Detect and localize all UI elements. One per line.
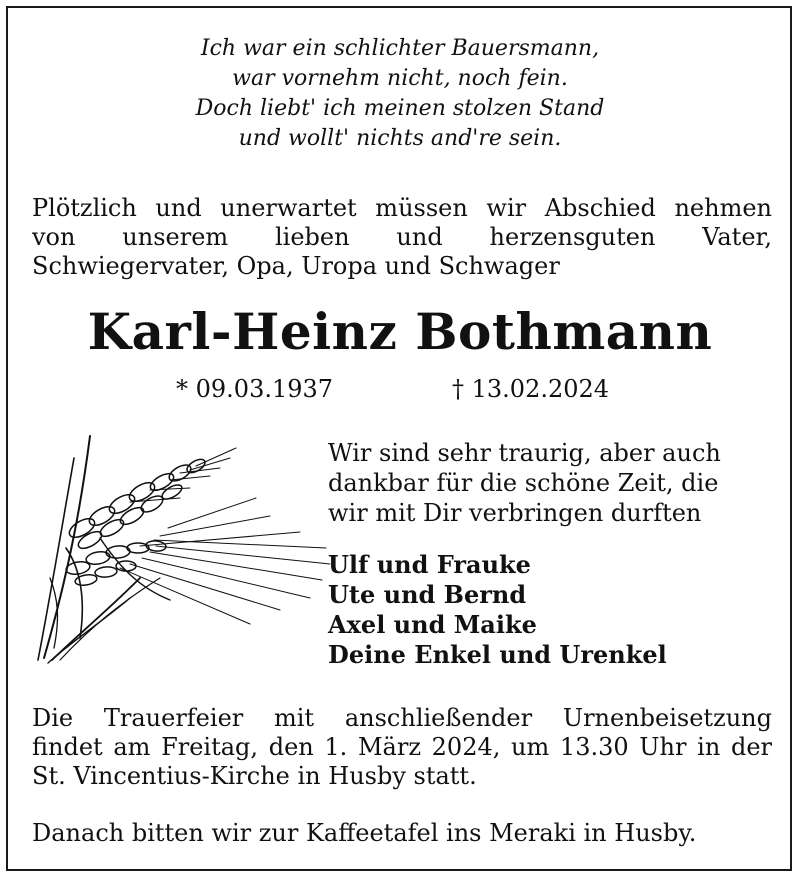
gratitude-line: Wir sind sehr traurig, aber auch (328, 439, 721, 467)
mourner-entry: Ulf und Frauke (328, 550, 531, 579)
poem-line: Doch liebt' ich meinen stolzen Stand (195, 96, 605, 121)
gratitude-line: wir mit Dir verbringen durften (328, 499, 702, 527)
poem-line: war vornehm nicht, noch fein. (232, 66, 568, 91)
poem-line: Ich war ein schlichter Bauersmann, (200, 36, 600, 61)
mourner-entry: Deine Enkel und Urenkel (328, 640, 667, 669)
mourners-list (328, 550, 667, 670)
funeral-service-info (32, 704, 772, 791)
announcement-line: von unserem lieben und herzensguten Vater, (32, 223, 772, 251)
gratitude-line: dankbar für die schöne Zeit, die (328, 469, 719, 497)
announcement-text (32, 194, 772, 281)
mourner-entry: Ute und Bernd (328, 580, 527, 609)
wheat-ears-icon (30, 428, 350, 668)
service-line: Die Trauerfeier mit anschließender Urnenbeisetzung (32, 704, 772, 732)
announcement-line: Plötzlich und unerwartet müssen wir Abschied nehmen (32, 194, 772, 222)
service-line: St. Vincentius-Kirche in Husby statt. (32, 762, 477, 790)
poem-line: und wollt' nichts and're sein. (238, 126, 562, 151)
reception-info: Danach bitten wir zur Kaffeetafel ins Meraki in Husby. (32, 819, 697, 847)
gratitude-text (328, 438, 758, 528)
deceased-name: Karl-Heinz Bothmann (87, 302, 713, 361)
memorial-poem (0, 34, 800, 154)
death-date: † 13.02.2024 (452, 375, 610, 403)
mourner-entry: Axel und Maike (328, 610, 537, 639)
birth-date: * 09.03.1937 (176, 375, 334, 403)
announcement-line: Schwiegervater, Opa, Uropa und Schwager (32, 252, 560, 280)
service-line: findet am Freitag, den 1. März 2024, um 13.30 Uhr in der (32, 733, 772, 761)
